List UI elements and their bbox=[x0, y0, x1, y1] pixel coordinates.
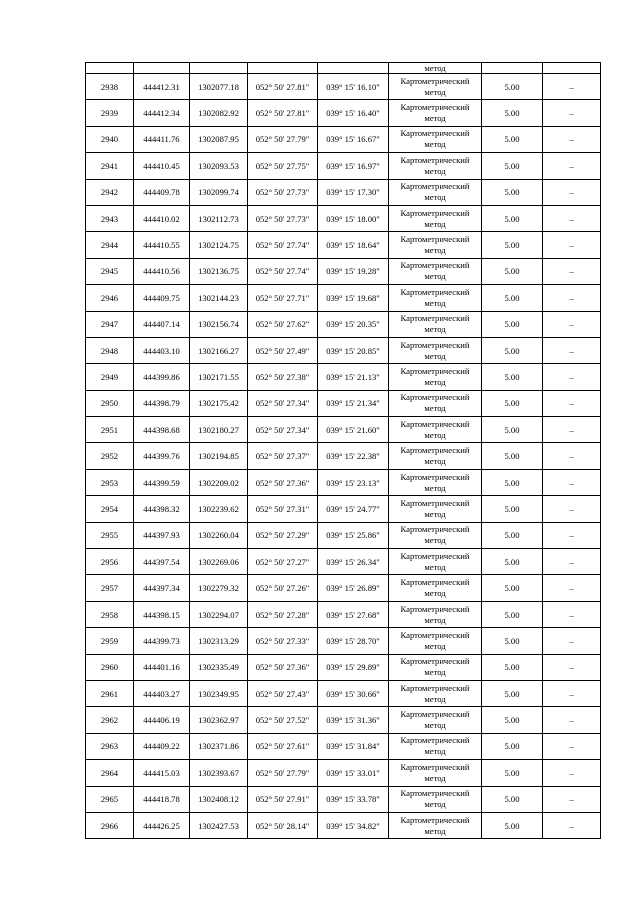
cell-point-number: 2947 bbox=[86, 311, 134, 337]
cell-y: 1302093.53 bbox=[190, 153, 248, 179]
cell-x: 444409.78 bbox=[134, 179, 190, 205]
cell-accuracy: 5.00 bbox=[482, 496, 543, 522]
cell-accuracy: 5.00 bbox=[482, 443, 543, 469]
table-row bbox=[86, 179, 601, 205]
cell-method: Картометрический метод bbox=[389, 337, 482, 363]
cell-y: 1302087.95 bbox=[190, 126, 248, 152]
cell-point-number: 2961 bbox=[86, 680, 134, 706]
cell-point-number: 2946 bbox=[86, 285, 134, 311]
cell-accuracy: 5.00 bbox=[482, 390, 543, 416]
cell-latitude: 052° 50' 27.26" bbox=[248, 575, 318, 601]
cell-latitude: 052° 50' 27.36" bbox=[248, 654, 318, 680]
cell-longitude: 039° 15' 33.01" bbox=[318, 760, 389, 786]
cell-method: Картометрический метод bbox=[389, 549, 482, 575]
cell-accuracy: 5.00 bbox=[482, 812, 543, 838]
cell-description: – bbox=[543, 654, 601, 680]
cell-x: 444401.16 bbox=[134, 654, 190, 680]
cell-y: 1302269.06 bbox=[190, 549, 248, 575]
cell-accuracy: 5.00 bbox=[482, 654, 543, 680]
cell-accuracy: 5.00 bbox=[482, 153, 543, 179]
cell-accuracy: 5.00 bbox=[482, 179, 543, 205]
cell-point-number: 2953 bbox=[86, 469, 134, 495]
table-row bbox=[86, 311, 601, 337]
cell-description: – bbox=[543, 628, 601, 654]
cell-latitude: 052° 50' 27.61" bbox=[248, 733, 318, 759]
document-page bbox=[85, 62, 600, 839]
cell-description: – bbox=[543, 74, 601, 100]
cell-longitude: 039° 15' 16.40" bbox=[318, 100, 389, 126]
cell-latitude: 052° 50' 27.75" bbox=[248, 153, 318, 179]
cell-x: 444410.55 bbox=[134, 232, 190, 258]
cell-y: 1302209.02 bbox=[190, 469, 248, 495]
cell-x: 444406.19 bbox=[134, 707, 190, 733]
cell-method: Картометрический метод bbox=[389, 74, 482, 100]
cell-x: 444409.22 bbox=[134, 733, 190, 759]
cell-longitude: 039° 15' 24.77" bbox=[318, 496, 389, 522]
cell-longitude: 039° 15' 29.89" bbox=[318, 654, 389, 680]
cell-point-number bbox=[86, 63, 134, 74]
table-row bbox=[86, 417, 601, 443]
table-row bbox=[86, 760, 601, 786]
cell-longitude: 039° 15' 16.97" bbox=[318, 153, 389, 179]
cell-latitude: 052° 50' 27.37" bbox=[248, 443, 318, 469]
cell-y: 1302371.86 bbox=[190, 733, 248, 759]
table-row bbox=[86, 628, 601, 654]
cell-y: 1302362.97 bbox=[190, 707, 248, 733]
cell-description: – bbox=[543, 417, 601, 443]
cell-x: 444412.34 bbox=[134, 100, 190, 126]
cell-longitude: 039° 15' 31.84" bbox=[318, 733, 389, 759]
cell-x: 444399.59 bbox=[134, 469, 190, 495]
cell-y: 1302194.85 bbox=[190, 443, 248, 469]
cell-accuracy: 5.00 bbox=[482, 733, 543, 759]
continued-header-row bbox=[86, 63, 601, 74]
cell-method: Картометрический метод bbox=[389, 258, 482, 284]
cell-latitude: 052° 50' 27.74" bbox=[248, 232, 318, 258]
cell-method: Картометрический метод bbox=[389, 733, 482, 759]
cell-latitude: 052° 50' 27.52" bbox=[248, 707, 318, 733]
table-row bbox=[86, 232, 601, 258]
cell-point-number: 2960 bbox=[86, 654, 134, 680]
cell-method: Картометрический метод bbox=[389, 179, 482, 205]
cell-x: 444415.03 bbox=[134, 760, 190, 786]
cell-longitude: 039° 15' 16.67" bbox=[318, 126, 389, 152]
cell-latitude: 052° 50' 27.73" bbox=[248, 179, 318, 205]
cell-x: 444398.79 bbox=[134, 390, 190, 416]
table-row bbox=[86, 364, 601, 390]
cell-y bbox=[190, 63, 248, 74]
cell-y: 1302393.67 bbox=[190, 760, 248, 786]
cell-point-number: 2965 bbox=[86, 786, 134, 812]
cell-accuracy: 5.00 bbox=[482, 680, 543, 706]
cell-method: Картометрический метод bbox=[389, 496, 482, 522]
cell-point-number: 2963 bbox=[86, 733, 134, 759]
cell-x: 444411.76 bbox=[134, 126, 190, 152]
table-row bbox=[86, 74, 601, 100]
cell-method: Картометрический метод bbox=[389, 364, 482, 390]
cell-longitude: 039° 15' 23.13" bbox=[318, 469, 389, 495]
cell-description: – bbox=[543, 522, 601, 548]
cell-method: Картометрический метод bbox=[389, 443, 482, 469]
cell-description: – bbox=[543, 601, 601, 627]
cell-latitude: 052° 50' 27.91" bbox=[248, 786, 318, 812]
cell-point-number: 2966 bbox=[86, 812, 134, 838]
cell-y: 1302279.32 bbox=[190, 575, 248, 601]
cell-method: Картометрический метод bbox=[389, 575, 482, 601]
cell-y: 1302156.74 bbox=[190, 311, 248, 337]
cell-method: метод bbox=[389, 63, 482, 74]
cell-description: – bbox=[543, 390, 601, 416]
cell-point-number: 2959 bbox=[86, 628, 134, 654]
cell-accuracy: 5.00 bbox=[482, 100, 543, 126]
cell-point-number: 2954 bbox=[86, 496, 134, 522]
cell-point-number: 2944 bbox=[86, 232, 134, 258]
cell-method: Картометрический метод bbox=[389, 522, 482, 548]
table-row bbox=[86, 153, 601, 179]
table-row bbox=[86, 522, 601, 548]
cell-description: – bbox=[543, 100, 601, 126]
cell-y: 1302239.62 bbox=[190, 496, 248, 522]
cell-point-number: 2948 bbox=[86, 337, 134, 363]
cell-method: Картометрический метод bbox=[389, 417, 482, 443]
cell-y: 1302099.74 bbox=[190, 179, 248, 205]
cell-method: Картометрический метод bbox=[389, 311, 482, 337]
cell-description: – bbox=[543, 337, 601, 363]
cell-point-number: 2939 bbox=[86, 100, 134, 126]
cell-longitude: 039° 15' 31.36" bbox=[318, 707, 389, 733]
cell-y: 1302136.75 bbox=[190, 258, 248, 284]
cell-point-number: 2941 bbox=[86, 153, 134, 179]
cell-latitude: 052° 50' 27.28" bbox=[248, 601, 318, 627]
cell-x: 444409.75 bbox=[134, 285, 190, 311]
cell-accuracy: 5.00 bbox=[482, 575, 543, 601]
cell-longitude: 039° 15' 21.13" bbox=[318, 364, 389, 390]
cell-accuracy: 5.00 bbox=[482, 232, 543, 258]
cell-latitude: 052° 50' 27.79" bbox=[248, 126, 318, 152]
cell-point-number: 2955 bbox=[86, 522, 134, 548]
cell-method: Картометрический метод bbox=[389, 601, 482, 627]
cell-accuracy: 5.00 bbox=[482, 786, 543, 812]
cell-point-number: 2950 bbox=[86, 390, 134, 416]
cell-x: 444399.73 bbox=[134, 628, 190, 654]
cell-latitude: 052° 50' 27.74" bbox=[248, 258, 318, 284]
cell-y: 1302349.95 bbox=[190, 680, 248, 706]
cell-accuracy: 5.00 bbox=[482, 417, 543, 443]
table-row bbox=[86, 337, 601, 363]
cell-y: 1302082.92 bbox=[190, 100, 248, 126]
cell-latitude: 052° 50' 27.38" bbox=[248, 364, 318, 390]
table-row bbox=[86, 100, 601, 126]
cell-x: 444399.76 bbox=[134, 443, 190, 469]
table-row bbox=[86, 390, 601, 416]
cell-longitude: 039° 15' 18.00" bbox=[318, 205, 389, 231]
cell-longitude: 039° 15' 26.34" bbox=[318, 549, 389, 575]
cell-latitude: 052° 50' 27.34" bbox=[248, 417, 318, 443]
cell-method: Картометрический метод bbox=[389, 654, 482, 680]
cell-description: – bbox=[543, 575, 601, 601]
cell-point-number: 2958 bbox=[86, 601, 134, 627]
cell-description: – bbox=[543, 205, 601, 231]
cell-description: – bbox=[543, 549, 601, 575]
cell-longitude: 039° 15' 21.34" bbox=[318, 390, 389, 416]
table-row bbox=[86, 654, 601, 680]
table-row bbox=[86, 549, 601, 575]
table-row bbox=[86, 601, 601, 627]
cell-point-number: 2943 bbox=[86, 205, 134, 231]
cell-description: – bbox=[543, 680, 601, 706]
table-row bbox=[86, 680, 601, 706]
cell-point-number: 2940 bbox=[86, 126, 134, 152]
cell-latitude: 052° 50' 27.36" bbox=[248, 469, 318, 495]
cell-method: Картометрический метод bbox=[389, 100, 482, 126]
cell-method: Картометрический метод bbox=[389, 126, 482, 152]
cell-longitude: 039° 15' 27.68" bbox=[318, 601, 389, 627]
cell-description: – bbox=[543, 153, 601, 179]
cell-latitude: 052° 50' 27.81" bbox=[248, 74, 318, 100]
cell-method: Картометрический метод bbox=[389, 680, 482, 706]
cell-accuracy: 5.00 bbox=[482, 337, 543, 363]
table-row bbox=[86, 469, 601, 495]
table-row bbox=[86, 733, 601, 759]
cell-longitude: 039° 15' 26.89" bbox=[318, 575, 389, 601]
cell-latitude: 052° 50' 27.33" bbox=[248, 628, 318, 654]
cell-x: 444403.27 bbox=[134, 680, 190, 706]
cell-point-number: 2945 bbox=[86, 258, 134, 284]
cell-y: 1302180.27 bbox=[190, 417, 248, 443]
cell-x: 444410.02 bbox=[134, 205, 190, 231]
cell-x: 444407.14 bbox=[134, 311, 190, 337]
cell-method: Картометрический метод bbox=[389, 469, 482, 495]
cell-y: 1302112.73 bbox=[190, 205, 248, 231]
cell-y: 1302124.75 bbox=[190, 232, 248, 258]
cell-x: 444398.15 bbox=[134, 601, 190, 627]
cell-accuracy: 5.00 bbox=[482, 707, 543, 733]
cell-point-number: 2951 bbox=[86, 417, 134, 443]
cell-description bbox=[543, 63, 601, 74]
table-row bbox=[86, 285, 601, 311]
cell-latitude: 052° 50' 27.34" bbox=[248, 390, 318, 416]
cell-accuracy: 5.00 bbox=[482, 364, 543, 390]
cell-y: 1302335.49 bbox=[190, 654, 248, 680]
cell-latitude: 052° 50' 27.49" bbox=[248, 337, 318, 363]
cell-description: – bbox=[543, 496, 601, 522]
cell-point-number: 2949 bbox=[86, 364, 134, 390]
cell-accuracy: 5.00 bbox=[482, 549, 543, 575]
cell-accuracy: 5.00 bbox=[482, 601, 543, 627]
table-row bbox=[86, 575, 601, 601]
cell-point-number: 2942 bbox=[86, 179, 134, 205]
cell-latitude: 052° 50' 27.79" bbox=[248, 760, 318, 786]
cell-accuracy bbox=[482, 63, 543, 74]
cell-accuracy: 5.00 bbox=[482, 205, 543, 231]
cell-method: Картометрический метод bbox=[389, 285, 482, 311]
cell-point-number: 2964 bbox=[86, 760, 134, 786]
table-row bbox=[86, 258, 601, 284]
cell-method: Картометрический метод bbox=[389, 205, 482, 231]
cell-latitude: 052° 50' 27.43" bbox=[248, 680, 318, 706]
cell-point-number: 2956 bbox=[86, 549, 134, 575]
table-row bbox=[86, 707, 601, 733]
cell-description: – bbox=[543, 311, 601, 337]
cell-y: 1302171.55 bbox=[190, 364, 248, 390]
cell-description: – bbox=[543, 760, 601, 786]
cell-point-number: 2952 bbox=[86, 443, 134, 469]
cell-x: 444398.32 bbox=[134, 496, 190, 522]
cell-y: 1302166.27 bbox=[190, 337, 248, 363]
cell-accuracy: 5.00 bbox=[482, 258, 543, 284]
cell-y: 1302260.04 bbox=[190, 522, 248, 548]
table-row bbox=[86, 443, 601, 469]
cell-x: 444399.86 bbox=[134, 364, 190, 390]
cell-latitude: 052° 50' 27.29" bbox=[248, 522, 318, 548]
cell-x: 444410.56 bbox=[134, 258, 190, 284]
table-row bbox=[86, 126, 601, 152]
cell-description: – bbox=[543, 126, 601, 152]
cell-accuracy: 5.00 bbox=[482, 628, 543, 654]
cell-longitude: 039° 15' 25.86" bbox=[318, 522, 389, 548]
cell-y: 1302313.29 bbox=[190, 628, 248, 654]
cell-x: 444426.25 bbox=[134, 812, 190, 838]
cell-x: 444418.78 bbox=[134, 786, 190, 812]
cell-latitude: 052° 50' 27.31" bbox=[248, 496, 318, 522]
cell-description: – bbox=[543, 469, 601, 495]
cell-longitude: 039° 15' 18.64" bbox=[318, 232, 389, 258]
cell-longitude: 039° 15' 21.60" bbox=[318, 417, 389, 443]
cell-description: – bbox=[543, 786, 601, 812]
cell-x: 444397.54 bbox=[134, 549, 190, 575]
cell-description: – bbox=[543, 285, 601, 311]
cell-x: 444397.93 bbox=[134, 522, 190, 548]
cell-x: 444403.10 bbox=[134, 337, 190, 363]
cell-method: Картометрический метод bbox=[389, 707, 482, 733]
cell-description: – bbox=[543, 232, 601, 258]
cell-latitude: 052° 50' 27.81" bbox=[248, 100, 318, 126]
cell-description: – bbox=[543, 443, 601, 469]
cell-longitude: 039° 15' 34.82" bbox=[318, 812, 389, 838]
cell-method: Картометрический метод bbox=[389, 786, 482, 812]
cell-method: Картометрический метод bbox=[389, 232, 482, 258]
cell-x: 444412.31 bbox=[134, 74, 190, 100]
cell-latitude: 052° 50' 28.14" bbox=[248, 812, 318, 838]
cell-accuracy: 5.00 bbox=[482, 311, 543, 337]
cell-description: – bbox=[543, 179, 601, 205]
cell-longitude bbox=[318, 63, 389, 74]
cell-point-number: 2957 bbox=[86, 575, 134, 601]
cell-longitude: 039° 15' 19.28" bbox=[318, 258, 389, 284]
table-row bbox=[86, 812, 601, 838]
cell-accuracy: 5.00 bbox=[482, 74, 543, 100]
cell-description: – bbox=[543, 812, 601, 838]
cell-description: – bbox=[543, 258, 601, 284]
cell-method: Картометрический метод bbox=[389, 390, 482, 416]
cell-x bbox=[134, 63, 190, 74]
cell-longitude: 039° 15' 19.68" bbox=[318, 285, 389, 311]
cell-longitude: 039° 15' 17.30" bbox=[318, 179, 389, 205]
coordinates-table bbox=[85, 62, 601, 839]
cell-longitude: 039° 15' 20.35" bbox=[318, 311, 389, 337]
cell-method: Картометрический метод bbox=[389, 628, 482, 654]
cell-accuracy: 5.00 bbox=[482, 469, 543, 495]
cell-y: 1302427.53 bbox=[190, 812, 248, 838]
cell-y: 1302144.23 bbox=[190, 285, 248, 311]
cell-longitude: 039° 15' 33.78" bbox=[318, 786, 389, 812]
cell-y: 1302294.07 bbox=[190, 601, 248, 627]
cell-point-number: 2938 bbox=[86, 74, 134, 100]
cell-method: Картометрический метод bbox=[389, 812, 482, 838]
cell-x: 444398.68 bbox=[134, 417, 190, 443]
cell-longitude: 039° 15' 30.66" bbox=[318, 680, 389, 706]
cell-description: – bbox=[543, 707, 601, 733]
cell-point-number: 2962 bbox=[86, 707, 134, 733]
cell-longitude: 039° 15' 28.70" bbox=[318, 628, 389, 654]
table-row bbox=[86, 496, 601, 522]
cell-latitude bbox=[248, 63, 318, 74]
cell-longitude: 039° 15' 16.10" bbox=[318, 74, 389, 100]
cell-latitude: 052° 50' 27.62" bbox=[248, 311, 318, 337]
cell-latitude: 052° 50' 27.27" bbox=[248, 549, 318, 575]
cell-description: – bbox=[543, 733, 601, 759]
cell-accuracy: 5.00 bbox=[482, 522, 543, 548]
cell-x: 444410.45 bbox=[134, 153, 190, 179]
cell-method: Картометрический метод bbox=[389, 760, 482, 786]
table-row bbox=[86, 786, 601, 812]
cell-description: – bbox=[543, 364, 601, 390]
cell-y: 1302175.42 bbox=[190, 390, 248, 416]
cell-accuracy: 5.00 bbox=[482, 285, 543, 311]
cell-longitude: 039° 15' 20.85" bbox=[318, 337, 389, 363]
cell-latitude: 052° 50' 27.71" bbox=[248, 285, 318, 311]
cell-latitude: 052° 50' 27.73" bbox=[248, 205, 318, 231]
cell-accuracy: 5.00 bbox=[482, 760, 543, 786]
cell-y: 1302077.18 bbox=[190, 74, 248, 100]
cell-accuracy: 5.00 bbox=[482, 126, 543, 152]
table-row bbox=[86, 205, 601, 231]
cell-longitude: 039° 15' 22.38" bbox=[318, 443, 389, 469]
cell-y: 1302408.12 bbox=[190, 786, 248, 812]
cell-method: Картометрический метод bbox=[389, 153, 482, 179]
cell-x: 444397.34 bbox=[134, 575, 190, 601]
